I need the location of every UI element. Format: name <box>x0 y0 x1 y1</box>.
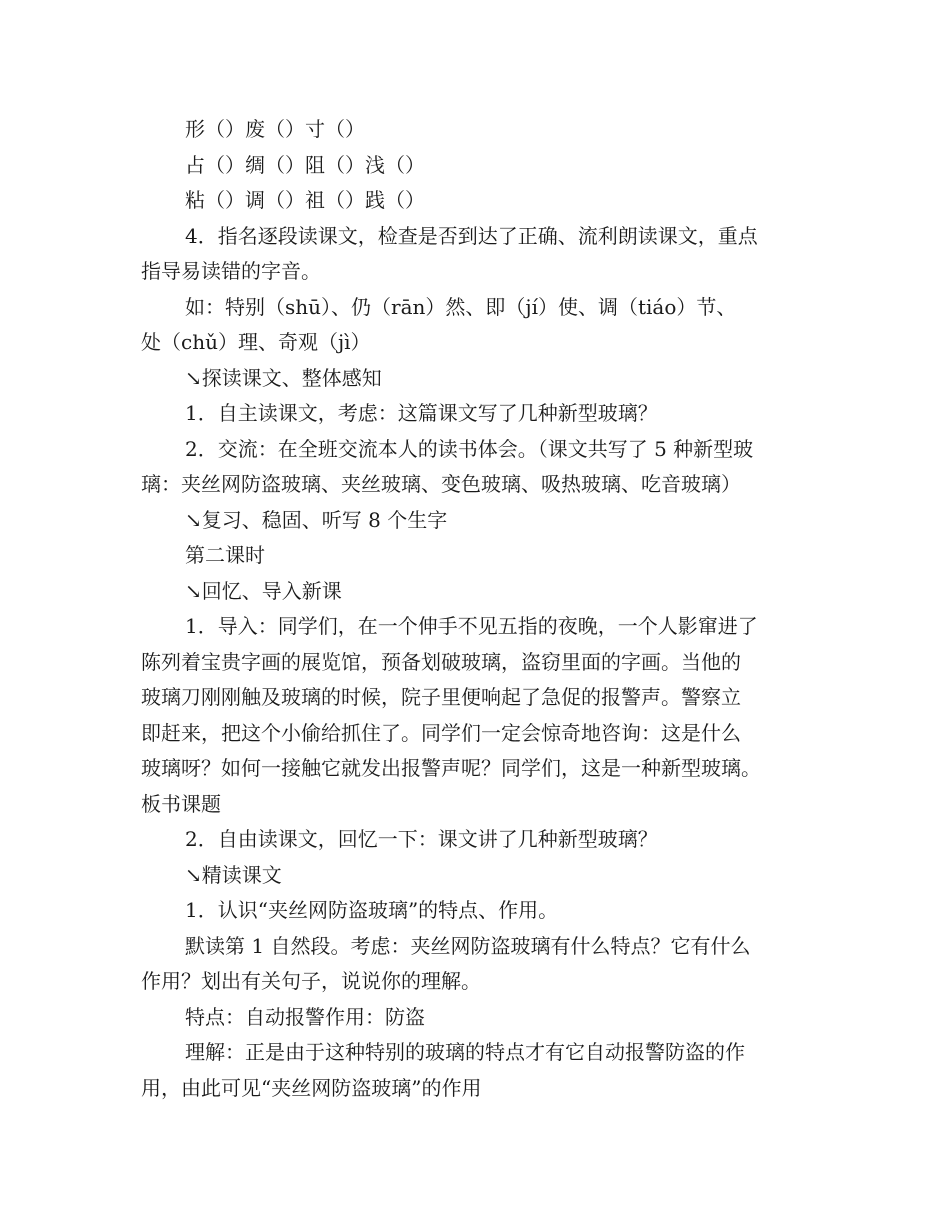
text-line: 玻璃刀刚刚触及玻璃的时候，院子里便响起了急促的报警声。警察立 <box>141 685 741 709</box>
text-line: 特点：自动报警作用：防盗 <box>185 1004 425 1029</box>
text-line: 如：特别（shū）、仍（rān）然、即（jí）使、调（tiáo）节、 <box>185 294 737 319</box>
text-line: 指导易读错的字音。 <box>141 259 321 283</box>
text-line: 作用？划出有关句子，说说你的理解。 <box>141 969 481 993</box>
text-line: 处（chǔ）理、奇观（jì） <box>141 330 371 354</box>
text-line: 默读第 1 自然段。考虑：夹丝网防盗玻璃有什么特点？它有什么 <box>185 933 751 958</box>
text-line: 1．导入：同学们，在一个伸手不见五指的夜晚，一个人影窜进了 <box>185 614 758 638</box>
text-line: 理解：正是由于这种特别的玻璃的特点才有它自动报警防盗的作 <box>185 1040 745 1064</box>
text-line: 陈列着宝贵字画的展览馆，预备划破玻璃，盗窃里面的字画。当他的 <box>141 649 741 674</box>
text-line: 粘（）调（）祖（）践（） <box>185 188 425 212</box>
text-line: 2．交流：在全班交流本人的读书体会。（课文共写了 5 种新型玻 <box>185 436 754 461</box>
text-line: 2．自由读课文，回忆一下：课文讲了几种新型玻璃？ <box>185 827 658 851</box>
text-line: 璃：夹丝网防盗玻璃、夹丝玻璃、变色玻璃、吸热玻璃、吃音玻璃） <box>141 472 741 496</box>
text-line: 用，由此可见“夹丝网防盗玻璃”的作用 <box>141 1075 482 1100</box>
section-heading: ↘探读课文、整体感知 <box>185 365 382 390</box>
section-heading: ↘复习、稳固、听写 8 个生字 <box>185 507 448 532</box>
section-heading: ↘回忆、导入新课 <box>185 578 342 603</box>
text-line: 占（）绸（）阻（）浅（） <box>185 152 425 177</box>
text-line: 形（）废（）寸（） <box>185 117 365 141</box>
text-line: 1．认识“夹丝网防盗玻璃”的特点、作用。 <box>185 898 559 922</box>
text-line: 即赶来，把这个小偷给抓住了。同学们一定会惊奇地咨询：这是什么 <box>141 720 741 745</box>
text-line: 板书课题 <box>141 791 221 816</box>
text-line: 1．自主读课文，考虑：这篇课文写了几种新型玻璃？ <box>185 401 658 425</box>
lesson-heading: 第二课时 <box>185 543 265 567</box>
section-heading: ↘精读课文 <box>185 862 282 887</box>
text-line: 4．指名逐段读课文，检查是否到达了正确、流利朗读课文，重点 <box>185 223 758 248</box>
document-body <box>141 112 821 1106</box>
text-line: 玻璃呀？如何一接触它就发出报警声呢？同学们，这是一种新型玻璃。 <box>141 756 761 780</box>
